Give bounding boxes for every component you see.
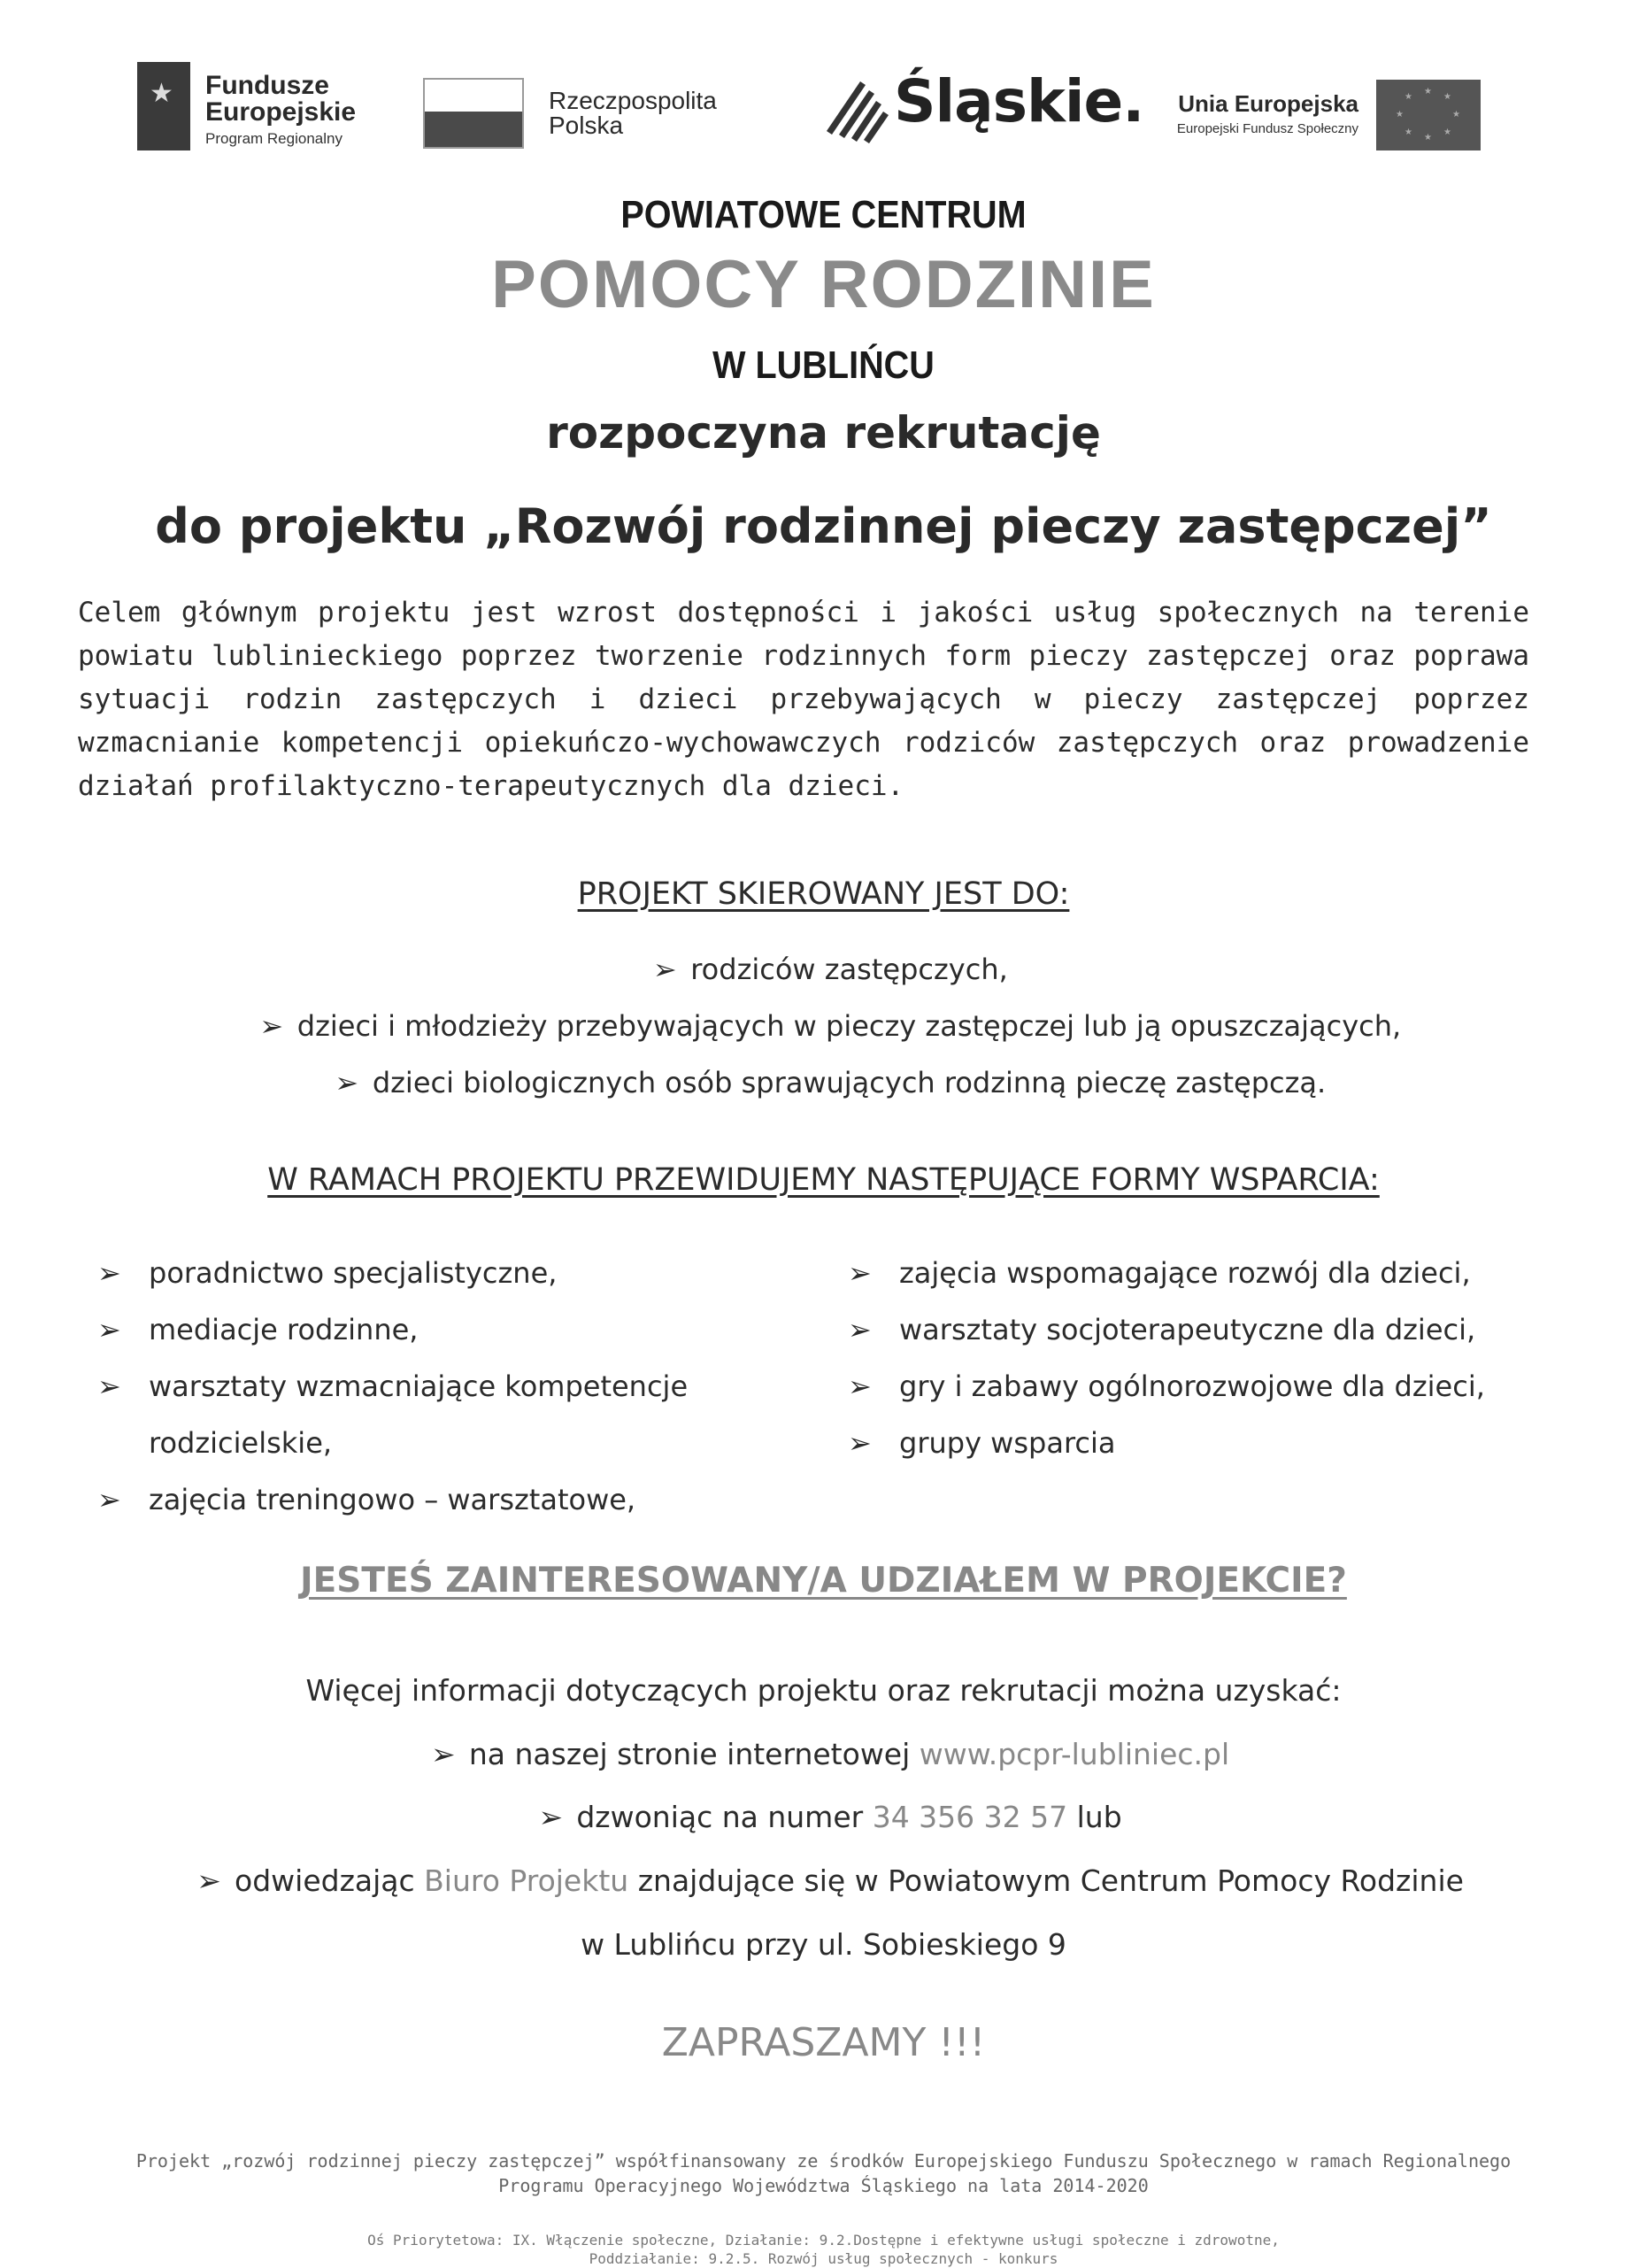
- support-form-text: poradnictwo specjalistyczne,: [149, 1256, 558, 1290]
- target-item: [0, 1066, 1647, 1099]
- contact-phone: [0, 1800, 1647, 1834]
- support-form-text: grupy wsparcia: [899, 1426, 1116, 1460]
- support-form-text: mediacje rodzinne,: [149, 1313, 419, 1346]
- arrow-bullet-icon: ➢: [848, 1369, 872, 1403]
- website-prefix: na naszej stronie internetowej: [468, 1737, 911, 1771]
- office-name: Biuro Projektu: [424, 1863, 629, 1898]
- phone-number[interactable]: 34 356 32 57: [872, 1800, 1068, 1834]
- interested-question: JESTEŚ ZAINTERESOWANY/A UDZIAŁEM W PROJEKCIE?: [300, 1561, 1347, 1601]
- target-item-text: rodziców zastępczych,: [690, 953, 1008, 986]
- arrow-bullet-icon: ➢: [848, 1426, 872, 1460]
- project-title: do projektu „Rozwój rodzinnej pieczy zastępczej”: [155, 498, 1492, 554]
- support-form-item: [848, 1415, 1556, 1471]
- polish-flag-icon: [423, 78, 524, 149]
- support-form-item: [97, 1358, 805, 1415]
- support-forms-left-column: [97, 1245, 805, 1528]
- slaskie-logo-icon: [814, 69, 896, 150]
- arrow-bullet-icon: ➢: [97, 1483, 121, 1516]
- header-line4: rozpoczyna rekrutację: [546, 407, 1101, 459]
- arrow-bullet-icon: ➢: [538, 1800, 564, 1834]
- fe-logo-line3: Program Regionalny: [205, 130, 342, 147]
- arrow-bullet-icon: ➢: [196, 1863, 221, 1898]
- target-item: [0, 1009, 1647, 1043]
- ue-logo-line1: Unia Europejska: [1178, 90, 1358, 117]
- target-item-text: dzieci biologicznych osób sprawujących rodzinną pieczę zastępczą.: [372, 1066, 1327, 1099]
- contact-office: [0, 1863, 1647, 1898]
- support-form-text: gry i zabawy ogólnorozwojowe dla dzieci,: [899, 1369, 1485, 1403]
- fe-logo-line2: Europejskie: [205, 97, 357, 127]
- arrow-bullet-icon: ➢: [97, 1313, 121, 1346]
- rzeczpospolita-logo-text: [549, 89, 717, 138]
- footer-line1: Projekt „rozwój rodzinnej pieczy zastępczej” współfinansowany ze środków Europejskiego Funduszu Społecznego w ramach Regionalnego: [135, 2150, 1512, 2172]
- support-form-text: rodzicielskie,: [149, 1426, 333, 1460]
- arrow-bullet-icon: ➢: [97, 1369, 121, 1403]
- support-form-text: zajęcia treningowo – warsztatowe,: [149, 1483, 636, 1516]
- target-group-title: PROJEKT SKIEROWANY JEST DO:: [577, 876, 1070, 912]
- project-description: Celem głównym projektu jest wzrost dostępności i jakości usług społecznych na terenie powiatu lublinieckiego poprzez tworzenie rodzinnych form pieczy zastępczej oraz poprawa sytuacji rodzin zastępczych i dzieci przebywających w pieczy zastępczej poprzez wzmacnianie kompetencji opiekuńczo-wychowawczych rodziców zastępczych oraz prowadzenie działań profilaktyczno-terapeutycznych dla dzieci.: [78, 597, 1529, 802]
- arrow-bullet-icon: ➢: [848, 1313, 872, 1346]
- arrow-bullet-icon: ➢: [652, 953, 677, 986]
- rp-logo-line2: Polska: [549, 112, 624, 139]
- footer-line3: Oś Priorytetowa: IX. Włączenie społeczne, Działanie: 9.2.Dostępne i efektywne usługi społeczne i zdrowotne,: [367, 2232, 1280, 2249]
- office-suffix: znajdujące się w Powiatowym Centrum Pomocy Rodzinie: [637, 1863, 1464, 1898]
- support-form-item: [97, 1471, 805, 1528]
- support-form-text: warsztaty wzmacniające kompetencje: [149, 1369, 689, 1403]
- support-form-text: warsztaty socjoterapeutyczne dla dzieci,: [899, 1313, 1476, 1346]
- rp-logo-line1: Rzeczpospolita: [549, 87, 717, 114]
- office-address: w Lublińcu przy ul. Sobieskiego 9: [581, 1927, 1066, 1962]
- support-form-text: zajęcia wspomagające rozwój dla dzieci,: [899, 1256, 1471, 1290]
- header-line2: POMOCY RODZINIE: [491, 247, 1156, 322]
- phone-suffix: lub: [1076, 1800, 1122, 1834]
- support-forms-title: W RAMACH PROJEKTU PRZEWIDUJEMY NASTĘPUJĄCE FORMY WSPARCIA:: [267, 1162, 1380, 1198]
- fundusze-europejskie-logo-text: [205, 73, 356, 146]
- slaskie-logo-text: Śląskie.: [894, 67, 1144, 135]
- invitation: ZAPRASZAMY !!!: [661, 2020, 986, 2065]
- target-item: [0, 953, 1647, 986]
- unia-europejska-logo-text: [1142, 90, 1358, 136]
- website-link[interactable]: www.pcpr-lubliniec.pl: [919, 1737, 1230, 1771]
- arrow-bullet-icon: ➢: [259, 1009, 284, 1043]
- contact-website: [0, 1737, 1647, 1771]
- footer-funding-info: [0, 2148, 1647, 2198]
- header-line1: POWIATOWE CENTRUM: [620, 193, 1027, 236]
- footer-line2: Programu Operacyjnego Województwa Śląskiego na lata 2014-2020: [498, 2175, 1149, 2196]
- fundusze-europejskie-logo-icon: [137, 62, 190, 150]
- footer-line4: Poddziałanie: 9.2.5. Rozwój usług społecznych - konkurs: [589, 2250, 1058, 2267]
- support-form-item: [848, 1245, 1556, 1301]
- target-item-text: dzieci i młodzieży przebywających w pieczy zastępczej lub ją opuszczających,: [296, 1009, 1402, 1043]
- arrow-bullet-icon: ➢: [97, 1256, 121, 1290]
- office-prefix: odwiedzając: [235, 1863, 415, 1898]
- arrow-bullet-icon: ➢: [335, 1066, 359, 1099]
- star-icon: ★: [150, 78, 173, 109]
- support-form-item: [97, 1301, 805, 1358]
- support-form-item: [848, 1301, 1556, 1358]
- support-form-item: [97, 1245, 805, 1301]
- phone-prefix: dzwoniąc na numer: [576, 1800, 864, 1834]
- more-info-text: Więcej informacji dotyczących projektu oraz rekrutacji można uzyskać:: [305, 1673, 1342, 1708]
- arrow-bullet-icon: ➢: [431, 1737, 456, 1771]
- support-form-item-continued: [97, 1415, 805, 1471]
- ue-logo-line2: Europejski Fundusz Społeczny: [1176, 121, 1358, 136]
- header-line3: W LUBLIŃCU: [712, 343, 935, 387]
- eu-flag-icon: ★ ★ ★ ★ ★ ★ ★ ★: [1376, 80, 1481, 150]
- support-forms-right-column: [848, 1245, 1556, 1471]
- arrow-bullet-icon: ➢: [848, 1256, 872, 1290]
- support-form-item: [848, 1358, 1556, 1415]
- fe-logo-line1: Fundusze: [205, 71, 329, 100]
- footer-priority-info: [0, 2231, 1647, 2268]
